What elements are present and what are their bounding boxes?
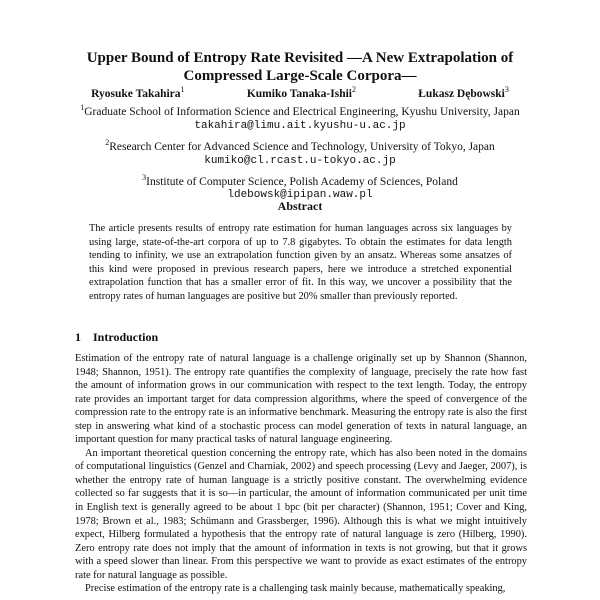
section-title: Introduction (93, 330, 159, 344)
abstract-heading: Abstract (277, 199, 323, 213)
affiliation-3 (40, 171, 560, 189)
section-heading (75, 330, 158, 345)
author-list (60, 85, 540, 100)
paragraph-1: Estimation of the entropy rate of natural language is a challenge originally set up by Shannon (Shannon, 1948; Shannon, 1951). The entropy rate quantifies the complexity of language, precisely the rate how fast the amount of information grows in our communication with respect to the text length. Today, the entropy rate provides an important target for data compression algorithms, where the speed of convergence of the compression rate to the entropy rate is an informative benchmark. Measuring the entropy rate is also the first step in answering what kind of a stochastic process can model generation of texts in natural language, an important question for many practical tasks of natural language engineering. (75, 353, 527, 446)
affiliation-2 (40, 136, 560, 154)
email-3: ldebowsk@ipipan.waw.pl (227, 189, 373, 202)
affiliation-1 (40, 101, 560, 119)
author-1 (91, 85, 184, 100)
author-2 (247, 85, 356, 100)
paragraph-2: An important theoretical question concerning the entropy rate, which has also been noted in the domains of computational linguistics (Genzel and Charniak, 2002) and speech processing (Levy and Jaeger, 2007), is whether the entropy rate of human language is a strictly positive constant. The overwhelming evidence collected so far suggests that it is so—in particular, the amount of information communicated per unit time in English text is generally agreed to be about 1 bpc (bit per character) (Shannon, 1951; Cover and King, 1978; Brown et al., 1983; Schümann and Grassberger, 1996). Although this is what we might intuitively expect, Hilberg formulated a hypothesis that the entropy rate of natural language is zero (Hilberg, 1990). Zero entropy rate does not imply that the amount of information in texts is not growing, but that it grows with a speed slower than linear. From this perspective we want to provide as exact estimates of the entropy rate for natural language as possible. (75, 447, 527, 581)
affiliation-mark: 3 (142, 172, 147, 182)
author-name: Kumiko Tanaka-Ishii (246, 87, 352, 100)
author-3 (418, 85, 509, 100)
paragraph-3: Precise estimation of the entropy rate is a challenging task mainly because, mathematically speaking, (85, 583, 506, 595)
affiliations (40, 101, 560, 205)
affiliation-mark: 2 (105, 137, 110, 147)
title-line-2: Compressed Large-Scale Corpora— (183, 68, 417, 84)
abstract-body: The article presents results of entropy rate estimation for human languages across six languages by using large, state-of-the-art corpora of up to 7.8 gigabytes. To obtain the estimates for data length tending to infinity, we use an extrapolation function given by an ansatz. Whereas some ansatzes of this kind were proposed in previous research papers, here we introduce a stretched exponential extrapolation function that has a smaller error of fit. In this way, we uncover a possibility that the entropy rates of human languages are positive but 20% smaller than previously reported. (89, 223, 512, 302)
author-name: Łukasz Dębowski (418, 87, 505, 100)
email-2: kumiko@cl.rcast.u-tokyo.ac.jp (204, 154, 396, 167)
affiliation-mark: 1 (80, 103, 85, 112)
affiliation-text: Institute of Computer Science, Polish Academy of Sciences, Poland (146, 175, 458, 188)
author-name: Ryosuke Takahira (91, 87, 181, 100)
affiliation-text: Research Center for Advanced Science and Technology, University of Tokyo, Japan (109, 140, 495, 153)
introduction-body (75, 352, 527, 596)
author-affiliation-mark: 1 (180, 85, 185, 94)
author-affiliation-mark: 2 (351, 85, 356, 94)
section-number: 1 (75, 330, 81, 344)
paper-title (60, 49, 540, 85)
title-line-1: Upper Bound of Entropy Rate Revisited —A New Extrapolation of (86, 50, 514, 66)
email-1: takahira@limu.ait.kyushu-u.ac.jp (194, 119, 406, 132)
author-affiliation-mark: 3 (504, 85, 509, 94)
affiliation-text: Graduate School of Information Science and Electrical Engineering, Kyushu University, Japan (84, 105, 520, 118)
